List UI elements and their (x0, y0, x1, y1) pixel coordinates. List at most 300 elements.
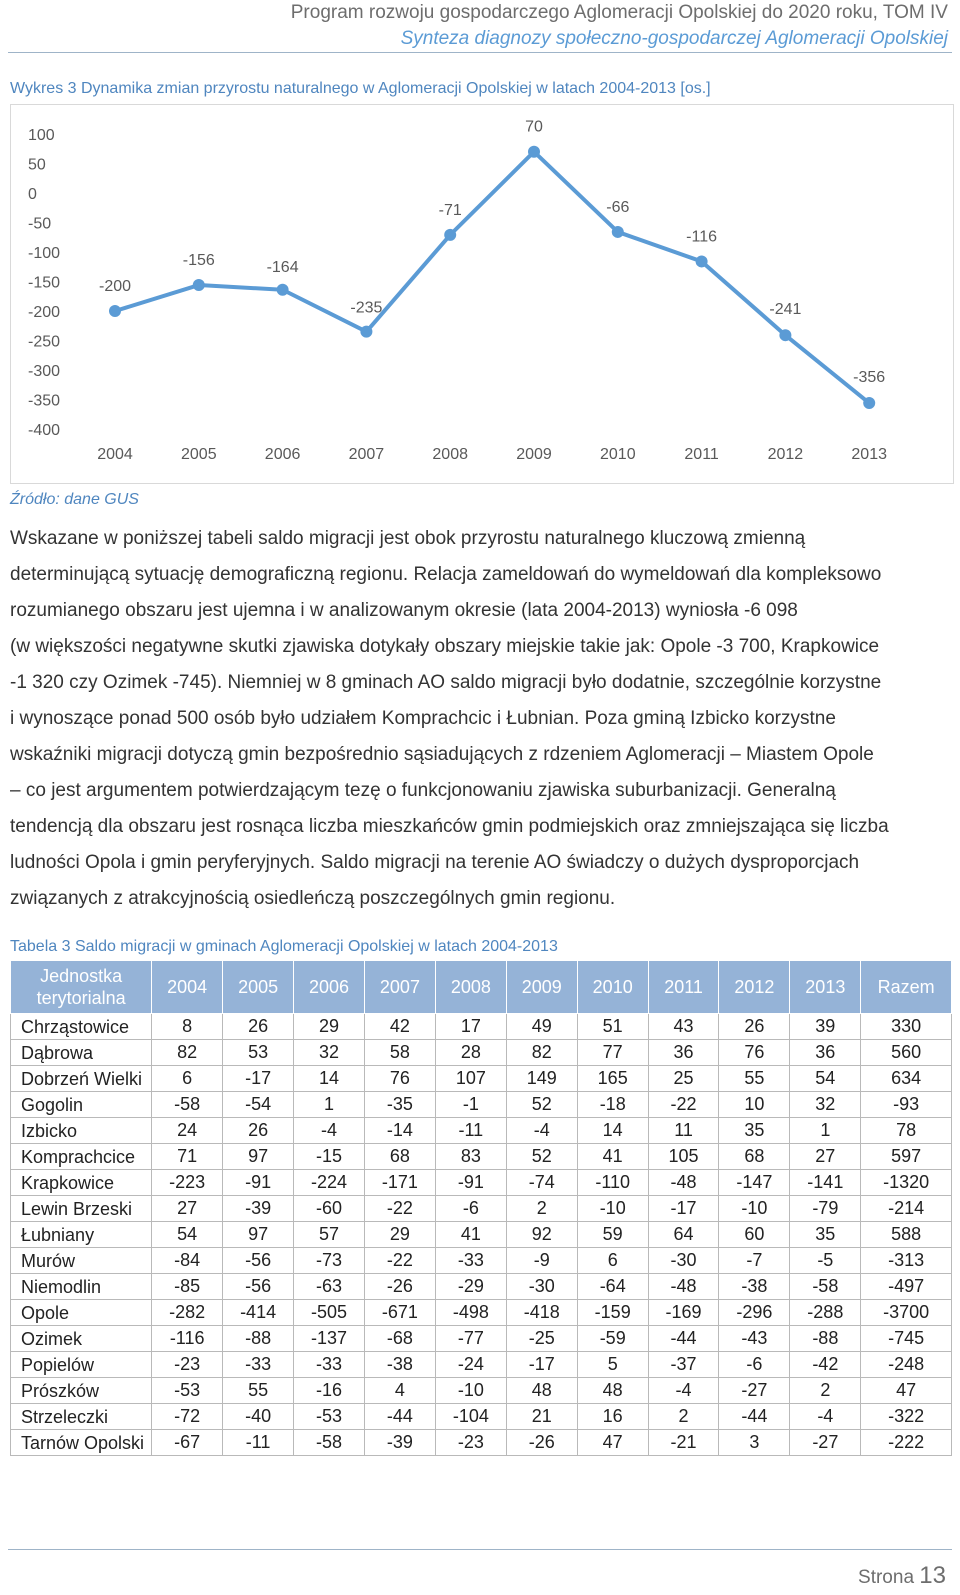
value-cell: -48 (648, 1170, 719, 1196)
value-cell: -4 (648, 1378, 719, 1404)
value-cell: -38 (364, 1352, 435, 1378)
data-point (696, 255, 708, 267)
x-tick-label: 2008 (432, 446, 468, 463)
body-paragraph (10, 521, 952, 917)
header-cell: 2006 (294, 961, 365, 1014)
value-cell: 97 (223, 1144, 294, 1170)
header-cell: 2009 (506, 961, 577, 1014)
value-cell: -6 (435, 1196, 506, 1222)
value-cell: -11 (435, 1118, 506, 1144)
value-cell: -4 (790, 1404, 861, 1430)
value-cell: -53 (294, 1404, 365, 1430)
value-cell: 76 (719, 1040, 790, 1066)
value-cell: -27 (719, 1378, 790, 1404)
value-cell: 105 (648, 1144, 719, 1170)
value-cell: -10 (577, 1196, 648, 1222)
table-row (11, 1326, 952, 1352)
value-cell: -60 (294, 1196, 365, 1222)
value-cell: 149 (506, 1066, 577, 1092)
value-cell: 26 (223, 1014, 294, 1040)
value-cell: -91 (223, 1170, 294, 1196)
header-cell: 2008 (435, 961, 506, 1014)
value-cell: -22 (364, 1248, 435, 1274)
unit-name-cell: Popielów (11, 1352, 152, 1378)
body-line: – co jest argumentem potwierdzającym tezę o funkcjonowaniu zjawiska suburbanizacji. Generalną (10, 780, 836, 801)
unit-name-cell: Opole (11, 1300, 152, 1326)
table-row (11, 1248, 952, 1274)
unit-name-cell: Niemodlin (11, 1274, 152, 1300)
value-cell: -224 (294, 1170, 365, 1196)
value-cell: -67 (152, 1430, 223, 1456)
value-cell: -418 (506, 1300, 577, 1326)
value-cell: 2 (506, 1196, 577, 1222)
value-cell: 48 (506, 1378, 577, 1404)
value-cell: -10 (435, 1378, 506, 1404)
value-cell: 68 (719, 1144, 790, 1170)
value-cell: -116 (152, 1326, 223, 1352)
data-label: -356 (853, 369, 886, 387)
value-cell: -88 (223, 1326, 294, 1352)
value-cell: -58 (294, 1430, 365, 1456)
value-cell: 76 (364, 1066, 435, 1092)
value-cell: -248 (861, 1352, 952, 1378)
value-cell: -77 (435, 1326, 506, 1352)
value-cell: -21 (648, 1430, 719, 1456)
body-line: determinującą sytuację demograficzną regionu. Relacja zameldowań do wymeldowań dla kompleksowo (10, 564, 882, 585)
table-row (11, 1118, 952, 1144)
table-row (11, 1404, 952, 1430)
value-cell: 16 (577, 1404, 648, 1430)
value-cell: 17 (435, 1014, 506, 1040)
series-line (115, 152, 869, 403)
header-subtitle: Synteza diagnozy społeczno-gospodarczej Aglomeracji Opolskiej (400, 28, 948, 49)
y-tick-label: -100 (28, 245, 61, 262)
value-cell: -39 (223, 1196, 294, 1222)
table-row (11, 1222, 952, 1248)
value-cell: 52 (506, 1092, 577, 1118)
value-cell: 54 (152, 1222, 223, 1248)
value-cell: -282 (152, 1300, 223, 1326)
x-tick-label: 2005 (181, 446, 217, 463)
unit-name-cell: Dąbrowa (11, 1040, 152, 1066)
value-cell: 1 (294, 1092, 365, 1118)
value-cell: -93 (861, 1092, 952, 1118)
value-cell: -104 (435, 1404, 506, 1430)
value-cell: -84 (152, 1248, 223, 1274)
data-point (528, 146, 540, 158)
body-line: związanych z atrakcyjnością osiedleńczą poszczególnych gmin regionu. (10, 888, 616, 909)
data-label: -156 (182, 252, 215, 270)
value-cell: -73 (294, 1248, 365, 1274)
header-divider (8, 52, 952, 53)
value-cell: -58 (790, 1274, 861, 1300)
value-cell: -1320 (861, 1170, 952, 1196)
table-row (11, 1066, 952, 1092)
header-cell: Razem (861, 961, 952, 1014)
data-label: -164 (266, 258, 299, 276)
value-cell: -56 (223, 1274, 294, 1300)
value-cell: 14 (577, 1118, 648, 1144)
unit-name-cell: Łubniany (11, 1222, 152, 1248)
page-label: Strona (858, 1567, 915, 1588)
value-cell: 82 (506, 1040, 577, 1066)
value-cell: -498 (435, 1300, 506, 1326)
header-cell-unit: Jednostka terytorialna (11, 961, 152, 1014)
value-cell: -23 (435, 1430, 506, 1456)
value-cell: -17 (506, 1352, 577, 1378)
value-cell: 4 (364, 1378, 435, 1404)
value-cell: -39 (364, 1430, 435, 1456)
value-cell: -64 (577, 1274, 648, 1300)
x-tick-label: 2006 (264, 446, 301, 463)
value-cell: 41 (435, 1222, 506, 1248)
value-cell: 29 (364, 1222, 435, 1248)
value-cell: -43 (719, 1326, 790, 1352)
value-cell: 26 (223, 1118, 294, 1144)
data-label: -200 (98, 278, 132, 295)
value-cell: -22 (648, 1092, 719, 1118)
unit-name-cell: Izbicko (11, 1118, 152, 1144)
value-cell: -171 (364, 1170, 435, 1196)
y-tick-label: -350 (28, 392, 61, 410)
x-tick-label: 2010 (600, 446, 636, 463)
value-cell: -169 (648, 1300, 719, 1326)
value-cell: -16 (294, 1378, 365, 1404)
value-cell: 51 (577, 1014, 648, 1040)
value-cell: -79 (790, 1196, 861, 1222)
header-cell: 2012 (719, 961, 790, 1014)
value-cell: -23 (152, 1352, 223, 1378)
value-cell: 36 (790, 1040, 861, 1066)
value-cell: 39 (790, 1014, 861, 1040)
value-cell: 26 (719, 1014, 790, 1040)
value-cell: -72 (152, 1404, 223, 1430)
table-row (11, 1092, 952, 1118)
value-cell: -4 (506, 1118, 577, 1144)
figure-source: Źródło: dane GUS (10, 491, 139, 508)
data-label: -66 (606, 198, 630, 216)
value-cell: -110 (577, 1170, 648, 1196)
value-cell: -30 (648, 1248, 719, 1274)
unit-name-cell: Gogolin (11, 1092, 152, 1118)
migration-table (10, 960, 952, 1456)
value-cell: -15 (294, 1144, 365, 1170)
value-cell: 32 (294, 1040, 365, 1066)
value-cell: 27 (152, 1196, 223, 1222)
value-cell: -44 (648, 1326, 719, 1352)
footer-divider (8, 1549, 952, 1550)
value-cell: -44 (719, 1404, 790, 1430)
value-cell: -54 (223, 1092, 294, 1118)
value-cell: 588 (861, 1222, 952, 1248)
value-cell: -63 (294, 1274, 365, 1300)
value-cell: 1 (790, 1118, 861, 1144)
value-cell: 634 (861, 1066, 952, 1092)
value-cell: 42 (364, 1014, 435, 1040)
unit-name-cell: Krapkowice (11, 1170, 152, 1196)
value-cell: -68 (364, 1326, 435, 1352)
value-cell: 597 (861, 1144, 952, 1170)
value-cell: 54 (790, 1066, 861, 1092)
value-cell: 47 (577, 1430, 648, 1456)
value-cell: 32 (790, 1092, 861, 1118)
value-cell: -38 (719, 1274, 790, 1300)
data-point (612, 226, 624, 238)
data-point (109, 305, 121, 317)
value-cell: -17 (648, 1196, 719, 1222)
value-cell: -48 (648, 1274, 719, 1300)
value-cell: 5 (577, 1352, 648, 1378)
table-row (11, 1040, 952, 1066)
value-cell: 60 (719, 1222, 790, 1248)
value-cell: -745 (861, 1326, 952, 1352)
line-chart (11, 105, 953, 483)
value-cell: 10 (719, 1092, 790, 1118)
body-line: -1 320 czy Ozimek -745). Niemniej w 8 gminach AO saldo migracji było dodatnie, szczególnie korzystne (10, 672, 882, 693)
unit-name-cell: Prószków (11, 1378, 152, 1404)
value-cell: -22 (364, 1196, 435, 1222)
y-tick-label: 0 (28, 186, 37, 203)
x-tick-label: 2009 (516, 446, 552, 463)
value-cell: 28 (435, 1040, 506, 1066)
unit-name-cell: Dobrzeń Wielki (11, 1066, 152, 1092)
value-cell: -53 (152, 1378, 223, 1404)
value-cell: -296 (719, 1300, 790, 1326)
value-cell: -35 (364, 1092, 435, 1118)
data-point (779, 329, 791, 341)
value-cell: -29 (435, 1274, 506, 1300)
table-row (11, 1144, 952, 1170)
value-cell: 83 (435, 1144, 506, 1170)
value-cell: 77 (577, 1040, 648, 1066)
data-label: -71 (438, 201, 462, 219)
y-tick-label: -150 (28, 274, 61, 292)
table-row (11, 1430, 952, 1456)
data-point (444, 229, 456, 241)
value-cell: -5 (790, 1248, 861, 1274)
value-cell: -33 (223, 1352, 294, 1378)
y-tick-label: -200 (28, 304, 61, 321)
value-cell: 48 (577, 1378, 648, 1404)
unit-name-cell: Ozimek (11, 1326, 152, 1352)
unit-name-cell: Lewin Brzeski (11, 1196, 152, 1222)
header-title: Program rozwoju gospodarczego Aglomeracji Opolskiej do 2020 roku, TOM IV (290, 2, 948, 23)
data-label: -116 (686, 228, 718, 246)
y-tick-label: -400 (28, 422, 61, 439)
value-cell: -223 (152, 1170, 223, 1196)
data-point (360, 326, 372, 338)
value-cell: -313 (861, 1248, 952, 1274)
value-cell: 57 (294, 1222, 365, 1248)
header-cell: 2005 (223, 961, 294, 1014)
y-tick-label: 100 (28, 127, 55, 144)
value-cell: -44 (364, 1404, 435, 1430)
header-cell: 2004 (152, 961, 223, 1014)
value-cell: -159 (577, 1300, 648, 1326)
value-cell: -4 (294, 1118, 365, 1144)
x-tick-label: 2004 (97, 446, 133, 463)
value-cell: -33 (435, 1248, 506, 1274)
table-row (11, 1300, 952, 1326)
value-cell: -58 (152, 1092, 223, 1118)
unit-name-cell: Komprachcice (11, 1144, 152, 1170)
data-label: -241 (769, 301, 802, 319)
value-cell: 49 (506, 1014, 577, 1040)
header-cell: 2013 (790, 961, 861, 1014)
value-cell: 64 (648, 1222, 719, 1248)
unit-name-cell: Murów (11, 1248, 152, 1274)
value-cell: -322 (861, 1404, 952, 1430)
value-cell: -18 (577, 1092, 648, 1118)
value-cell: -7 (719, 1248, 790, 1274)
value-cell: 2 (648, 1404, 719, 1430)
value-cell: 330 (861, 1014, 952, 1040)
value-cell: -214 (861, 1196, 952, 1222)
value-cell: -17 (223, 1066, 294, 1092)
table-header-row (11, 961, 952, 1014)
figure-caption: Wykres 3 Dynamika zmian przyrostu naturalnego w Aglomeracji Opolskiej w latach 2004-2013 [os.] (10, 80, 711, 97)
value-cell: 52 (506, 1144, 577, 1170)
value-cell: 27 (790, 1144, 861, 1170)
header-cell: 2010 (577, 961, 648, 1014)
unit-name-cell: Strzeleczki (11, 1404, 152, 1430)
unit-name-cell: Chrząstowice (11, 1014, 152, 1040)
value-cell: -137 (294, 1326, 365, 1352)
value-cell: 71 (152, 1144, 223, 1170)
value-cell: -505 (294, 1300, 365, 1326)
body-line: (w większości negatywne skutki zjawiska dotykały obszary miejskie takie jak: Opole -3 700, Krapkowice (10, 636, 880, 657)
page-number (858, 1562, 946, 1590)
value-cell: 78 (861, 1118, 952, 1144)
value-cell: 59 (577, 1222, 648, 1248)
value-cell: -26 (364, 1274, 435, 1300)
x-tick-label: 2012 (767, 446, 804, 463)
chart-frame (10, 104, 954, 484)
value-cell: -25 (506, 1326, 577, 1352)
value-cell: -671 (364, 1300, 435, 1326)
value-cell: 82 (152, 1040, 223, 1066)
y-tick-label: 50 (28, 156, 46, 174)
value-cell: -85 (152, 1274, 223, 1300)
value-cell: -37 (648, 1352, 719, 1378)
value-cell: 14 (294, 1066, 365, 1092)
value-cell: 53 (223, 1040, 294, 1066)
x-tick-label: 2007 (348, 446, 385, 463)
value-cell: 3 (719, 1430, 790, 1456)
table-row (11, 1274, 952, 1300)
value-cell: 36 (648, 1040, 719, 1066)
value-cell: -11 (223, 1430, 294, 1456)
table-row (11, 1170, 952, 1196)
value-cell: 165 (577, 1066, 648, 1092)
value-cell: 35 (790, 1222, 861, 1248)
data-label: -235 (350, 299, 383, 317)
data-point (193, 279, 205, 291)
value-cell: -9 (506, 1248, 577, 1274)
data-point (863, 397, 875, 409)
value-cell: 11 (648, 1118, 719, 1144)
value-cell: -414 (223, 1300, 294, 1326)
y-tick-label: -50 (28, 215, 52, 233)
data-point (277, 284, 289, 296)
value-cell: 55 (223, 1378, 294, 1404)
value-cell: -91 (435, 1170, 506, 1196)
value-cell: -6 (719, 1352, 790, 1378)
value-cell: 6 (577, 1248, 648, 1274)
body-line: tendencją dla obszaru jest rosnąca liczba mieszkańców gmin podmiejskich oraz zmniejszająca się liczba (10, 816, 889, 837)
data-label: 70 (525, 118, 543, 136)
value-cell: -14 (364, 1118, 435, 1144)
value-cell: -288 (790, 1300, 861, 1326)
body-line: ludności Opola i gmin peryferyjnych. Saldo migracji na terenie AO świadczy o dużych dysproporcjach (10, 852, 860, 873)
body-line: wskaźniki migracji dotyczą gmin bezpośrednio sąsiadujących z rdzeniem Aglomeracji – Miastem Opole (10, 744, 874, 765)
y-tick-label: -300 (28, 363, 61, 380)
value-cell: -33 (294, 1352, 365, 1378)
value-cell: 68 (364, 1144, 435, 1170)
value-cell: -27 (790, 1430, 861, 1456)
value-cell: -141 (790, 1170, 861, 1196)
value-cell: -42 (790, 1352, 861, 1378)
value-cell: 41 (577, 1144, 648, 1170)
value-cell: 92 (506, 1222, 577, 1248)
value-cell: 58 (364, 1040, 435, 1066)
value-cell: -40 (223, 1404, 294, 1430)
value-cell: 560 (861, 1040, 952, 1066)
value-cell: -497 (861, 1274, 952, 1300)
header-cell: 2011 (648, 961, 719, 1014)
value-cell: -74 (506, 1170, 577, 1196)
y-tick-label: -250 (28, 333, 61, 351)
header-cell: 2007 (364, 961, 435, 1014)
table-row (11, 1352, 952, 1378)
unit-name-cell: Tarnów Opolski (11, 1430, 152, 1456)
value-cell: -147 (719, 1170, 790, 1196)
value-cell: -3700 (861, 1300, 952, 1326)
body-line: rozumianego obszaru jest ujemna i w analizowanym okresie (lata 2004-2013) wyniosła -6 098 (10, 600, 798, 621)
value-cell: -222 (861, 1430, 952, 1456)
value-cell: 6 (152, 1066, 223, 1092)
table-caption: Tabela 3 Saldo migracji w gminach Aglomeracji Opolskiej w latach 2004-2013 (10, 938, 558, 955)
table-row (11, 1378, 952, 1404)
value-cell: -24 (435, 1352, 506, 1378)
value-cell: 21 (506, 1404, 577, 1430)
x-tick-label: 2013 (851, 446, 887, 463)
x-tick-label: 2011 (684, 446, 719, 463)
value-cell: -26 (506, 1430, 577, 1456)
body-line: Wskazane w poniższej tabeli saldo migracji jest obok przyrostu naturalnego kluczową zmienną (10, 528, 806, 549)
page-number-value: 13 (919, 1562, 946, 1589)
table-row (11, 1014, 952, 1040)
value-cell: 107 (435, 1066, 506, 1092)
value-cell: -30 (506, 1274, 577, 1300)
value-cell: 43 (648, 1014, 719, 1040)
value-cell: -56 (223, 1248, 294, 1274)
value-cell: 47 (861, 1378, 952, 1404)
table-row (11, 1196, 952, 1222)
value-cell: 24 (152, 1118, 223, 1144)
value-cell: 29 (294, 1014, 365, 1040)
value-cell: 25 (648, 1066, 719, 1092)
value-cell: 8 (152, 1014, 223, 1040)
value-cell: -10 (719, 1196, 790, 1222)
page-header (291, 0, 948, 52)
value-cell: 97 (223, 1222, 294, 1248)
value-cell: -88 (790, 1326, 861, 1352)
value-cell: -1 (435, 1092, 506, 1118)
value-cell: -59 (577, 1326, 648, 1352)
value-cell: 35 (719, 1118, 790, 1144)
body-line: i wynoszące ponad 500 osób było udziałem Komprachcic i Łubnian. Poza gminą Izbicko korzystne (10, 708, 836, 729)
